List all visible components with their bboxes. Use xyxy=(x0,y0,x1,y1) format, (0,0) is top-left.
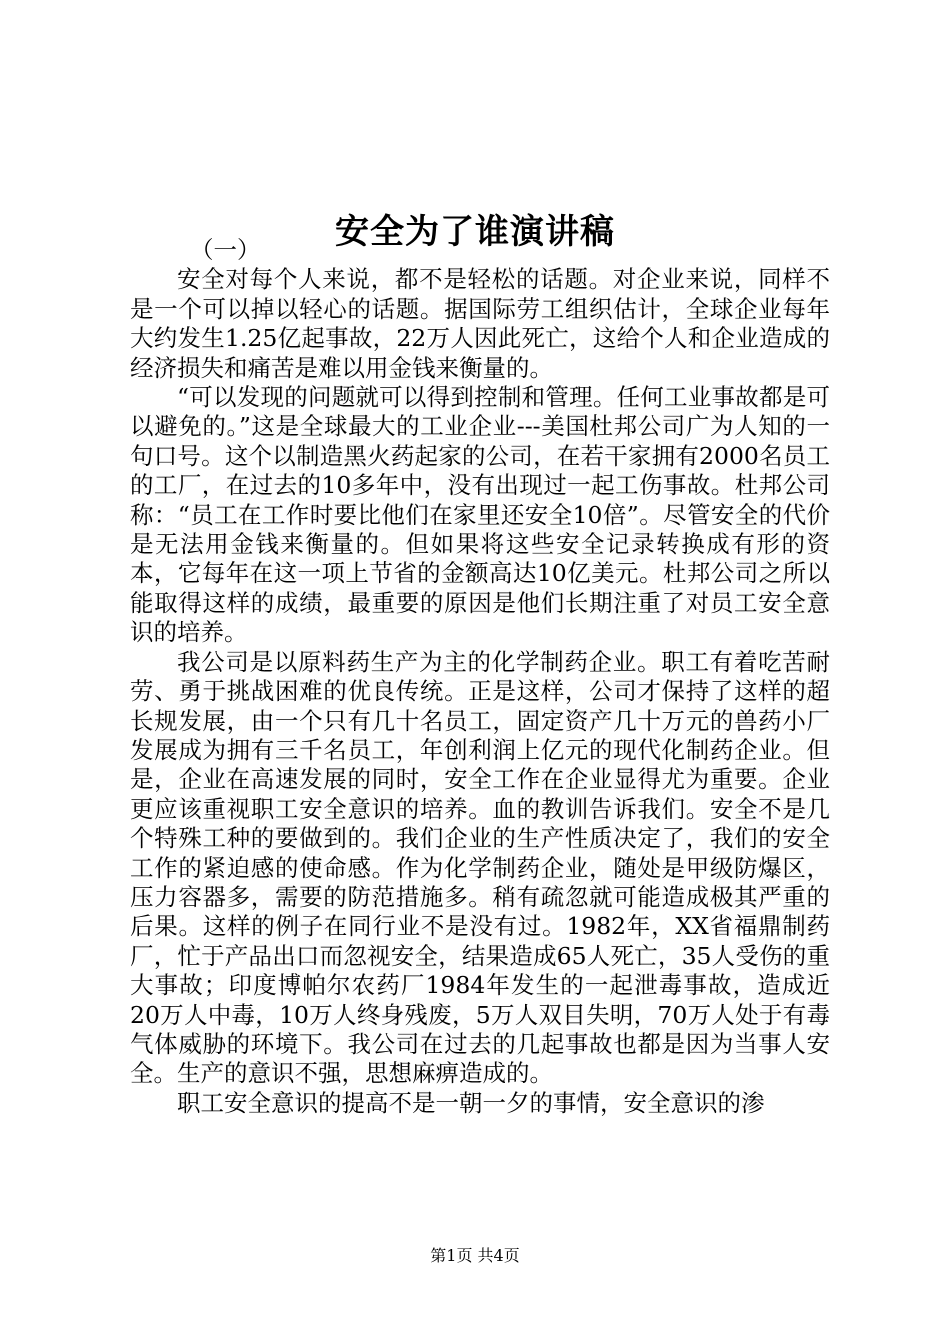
document-body xyxy=(130,236,830,1118)
page-title: 安全为了谁演讲稿 xyxy=(335,211,615,252)
paragraph-dupont: “可以发现的问题就可以得到控制和管理。任何工业事故都是可以避免的。”这是全球最大的工业企业---美国杜邦公司广为人知的一句口号。这个以制造黑火药起家的公司，在若干家拥有2000名员工的工厂，在过去的10多年中，没有出现过一起工伤事故。杜邦公司称：“员工在工作时要比他们在家里还安全10倍”。尽管安全的代价是无法用金钱来衡量的。但如果将这些安全记录转换成有形的资本，它每年在这一项上节省的金额高达10亿美元。杜邦公司之所以能取得这样的成绩，最重要的原因是他们长期注重了对员工安全意识的培养。 xyxy=(130,383,830,647)
page-footer: 第1页 共4页 xyxy=(430,1246,520,1265)
paragraph-company: 我公司是以原料药生产为主的化学制药企业。职工有着吃苦耐劳、勇于挑战困难的优良传统。正是这样，公司才保持了这样的超长规发展，由一个只有几十名员工，固定资产几十万元的兽药小厂发展成为拥有三千名员工，年创利润上亿元的现代化制药企业。但是，企业在高速发展的同时，安全工作在企业显得尤为重要。企业更应该重视职工安全意识的培养。血的教训告诉我们。安全不是几个特殊工种的要做到的。我们企业的生产性质决定了，我们的安全工作的紧迫感的使命感。作为化学制药企业，随处是甲级防爆区，压力容器多，需要的防范措施多。稍有疏忽就可能造成极其严重的后果。这样的例子在同行业不是没有过。1982年，XX省福鼎制药厂，忙于产品出口而忽视安全，结果造成65人死亡，35人受伤的重大事故；印度博帕尔农药厂1984年发生的一起泄毒事故，造成近20万人中毒，10万人终身残废，5万人双目失明，70万人处于有毒气体威胁的环境下。我公司在过去的几起事故也都是因为当事人安全。生产的意识不强，思想麻痹造成的。 xyxy=(130,647,830,1088)
paragraph-awareness: 职工安全意识的提高不是一朝一夕的事情，安全意识的渗 xyxy=(177,1088,765,1117)
paragraph-intro: 安全对每个人来说，都不是轻松的话题。对企业来说，同样不是一个可以掉以轻心的话题。据国际劳工组织估计，全球企业每年大约发生1.25亿起事故，22万人因此死亡，这给个人和企业造成的经济损失和痛苦是难以用金钱来衡量的。 xyxy=(130,265,830,382)
section-marker: （一） xyxy=(190,236,261,264)
